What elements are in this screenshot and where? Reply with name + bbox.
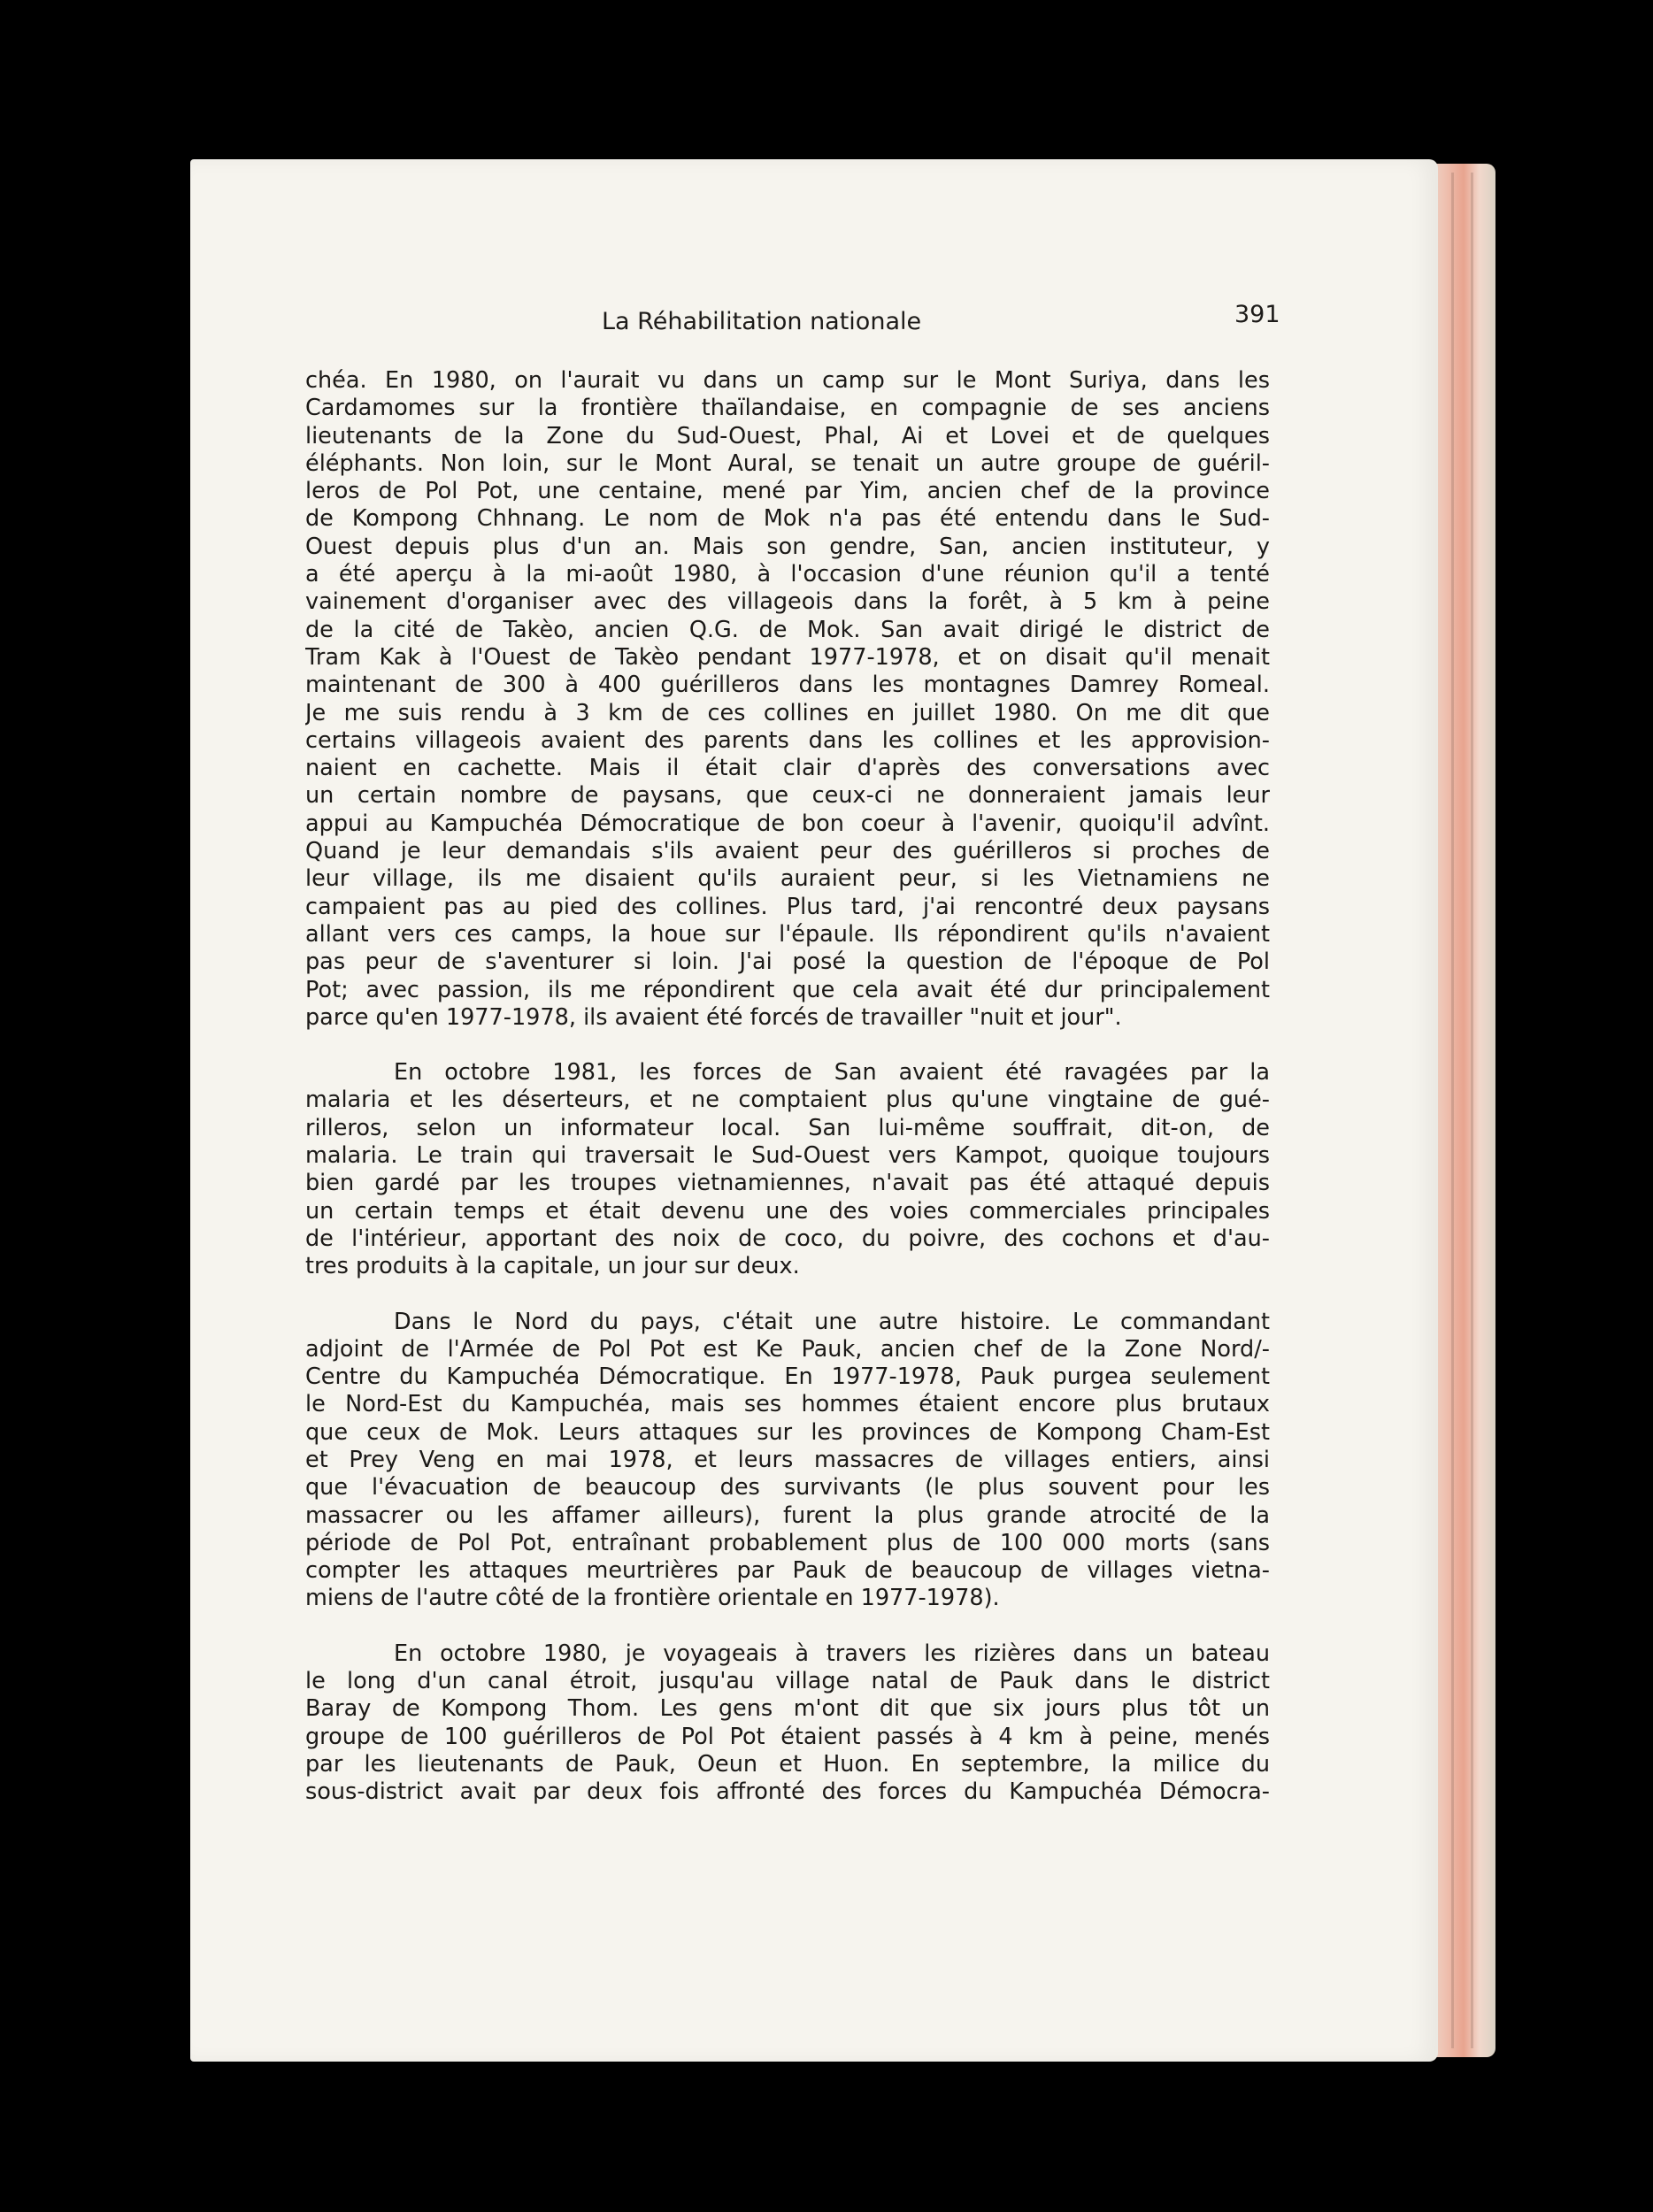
paragraph-spacer	[305, 1032, 1270, 1059]
text-line: vainement d'organiser avec des villageois dans la forêt, à 5 km à peine	[305, 588, 1270, 616]
text-line: En octobre 1980, je voyageais à travers les rizières dans un bateau	[394, 1640, 1270, 1667]
text-line: miens de l'autre côté de la frontière orientale en 1977-1978).	[305, 1585, 1000, 1612]
text-line: Cardamomes sur la frontière thaïlandaise, en compagnie de ses anciens	[305, 395, 1270, 422]
text-line: bien gardé par les troupes vietnamiennes, n'avait pas été attaqué depuis	[305, 1170, 1270, 1197]
text-line: rilleros, selon un informateur local. San lui-même souffrait, dit-on, de	[305, 1114, 1270, 1141]
text-line: le long d'un canal étroit, jusqu'au village natal de Pauk dans le district	[305, 1668, 1270, 1695]
text-line: massacrer ou les affamer ailleurs), furent la plus grande atrocité de la	[305, 1502, 1270, 1529]
text-line: certains villageois avaient des parents dans les collines et les approvision-	[305, 726, 1270, 754]
text-line: allant vers ces camps, la houe sur l'épaule. Ils répondirent qu'ils n'avaient	[305, 920, 1270, 948]
paragraph	[305, 367, 1270, 1032]
text-line: En octobre 1981, les forces de San avaient été ravagées par la	[394, 1059, 1270, 1087]
page-edge-line	[1471, 173, 1473, 2048]
body-text	[305, 367, 1270, 1807]
paragraph	[305, 1640, 1270, 1807]
running-head: La Réhabilitation nationale	[602, 308, 922, 335]
text-line: que ceux de Mok. Leurs attaques sur les provinces de Kompong Cham-Est	[305, 1418, 1270, 1446]
text-line: un certain temps et était devenu une des voies commerciales principales	[305, 1197, 1270, 1225]
text-line: par les lieutenants de Pauk, Oeun et Huon. En septembre, la milice du	[305, 1750, 1270, 1778]
text-line: et Prey Veng en mai 1978, et leurs massacres de villages entiers, ainsi	[305, 1446, 1270, 1473]
text-line: parce qu'en 1977-1978, ils avaient été forcés de travailler "nuit et jour".	[305, 1003, 1122, 1031]
text-line: pas peur de s'aventurer si loin. J'ai posé la question de l'époque de Pol	[305, 949, 1270, 976]
page-number: 391	[1234, 301, 1280, 328]
text-line: Pot; avec passion, ils me répondirent que cela avait été dur principalement	[305, 976, 1270, 1003]
text-line: sous-district avait par deux fois affronté des forces du Kampuchéa Démocra-	[305, 1778, 1270, 1806]
text-line: leur village, ils me disaient qu'ils auraient peur, si les Vietnamiens ne	[305, 865, 1270, 893]
text-line: a été aperçu à la mi-août 1980, à l'occasion d'une réunion qu'il a tenté	[305, 561, 1270, 588]
text-line: Quand je leur demandais s'ils avaient peur des guérilleros si proches de	[305, 838, 1270, 865]
text-line: Baray de Kompong Thom. Les gens m'ont dit que six jours plus tôt un	[305, 1695, 1270, 1723]
text-line: de l'intérieur, apportant des noix de coco, du poivre, des cochons et d'au-	[305, 1225, 1270, 1252]
text-line: période de Pol Pot, entraînant probablement plus de 100 000 morts (sans	[305, 1529, 1270, 1556]
text-line: lieutenants de la Zone du Sud-Ouest, Phal, Ai et Lovei et de quelques	[305, 422, 1270, 449]
text-line: de Kompong Chhnang. Le nom de Mok n'a pas été entendu dans le Sud-	[305, 505, 1270, 533]
paragraph	[305, 1059, 1270, 1280]
text-line: naient en cachette. Mais il était clair d'après des conversations avec	[305, 755, 1270, 782]
text-line: malaria. Le train qui traversait le Sud-Ouest vers Kampot, quoique toujours	[305, 1142, 1270, 1170]
text-line: tres produits à la capitale, un jour sur deux.	[305, 1253, 800, 1280]
paragraph	[305, 1309, 1270, 1613]
text-line: éléphants. Non loin, sur le Mont Aural, se tenait un autre groupe de guéril-	[305, 449, 1270, 477]
text-line: Dans le Nord du pays, c'était une autre histoire. Le commandant	[394, 1308, 1270, 1335]
text-line: le Nord-Est du Kampuchéa, mais ses hommes étaient encore plus brutaux	[305, 1391, 1270, 1418]
text-line: un certain nombre de paysans, que ceux-ci ne donneraient jamais leur	[305, 782, 1270, 810]
text-line: que l'évacuation de beaucoup des survivants (le plus souvent pour les	[305, 1474, 1270, 1502]
text-line: campaient pas au pied des collines. Plus tard, j'ai rencontré deux paysans	[305, 893, 1270, 920]
text-line: malaria et les déserteurs, et ne comptaient plus qu'une vingtaine de gué-	[305, 1087, 1270, 1114]
text-line: Ouest depuis plus d'un an. Mais son gendre, San, ancien instituteur, y	[305, 533, 1270, 560]
paragraph-spacer	[305, 1281, 1270, 1309]
text-line: maintenant de 300 à 400 guérilleros dans les montagnes Damrey Romeal.	[305, 672, 1270, 699]
text-line: compter les attaques meurtrières par Pauk de beaucoup de villages vietna-	[305, 1557, 1270, 1585]
text-line: leros de Pol Pot, une centaine, mené par Yim, ancien chef de la province	[305, 478, 1270, 505]
text-line: chéa. En 1980, on l'aurait vu dans un camp sur le Mont Suriya, dans les	[305, 367, 1270, 394]
paragraph-spacer	[305, 1613, 1270, 1640]
text-line: Je me suis rendu à 3 km de ces collines en juillet 1980. On me dit que	[305, 699, 1270, 726]
text-line: groupe de 100 guérilleros de Pol Pot étaient passés à 4 km à peine, menés	[305, 1723, 1270, 1750]
page-edge-line	[1451, 173, 1454, 2048]
text-line: adjoint de l'Armée de Pol Pot est Ke Pauk, ancien chef de la Zone Nord/-	[305, 1335, 1270, 1363]
text-line: Centre du Kampuchéa Démocratique. En 1977-1978, Pauk purgea seulement	[305, 1363, 1270, 1391]
text-line: de la cité de Takèo, ancien Q.G. de Mok. San avait dirigé le district de	[305, 616, 1270, 643]
text-line: Tram Kak à l'Ouest de Takèo pendant 1977-1978, et on disait qu'il menait	[305, 643, 1270, 671]
text-line: appui au Kampuchéa Démocratique de bon coeur à l'avenir, quoiqu'il advînt.	[305, 810, 1270, 837]
